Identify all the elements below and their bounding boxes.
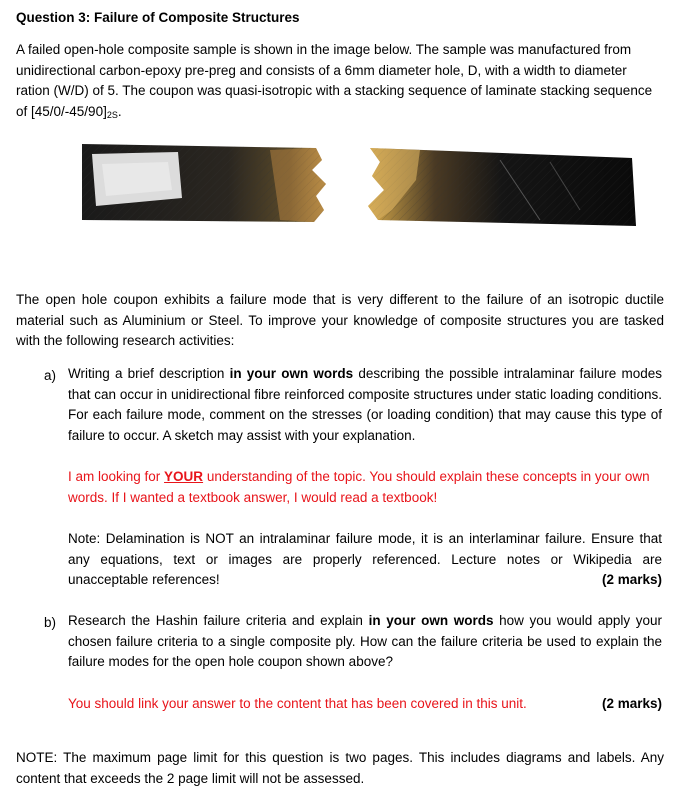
part-b-instructor-note: You should link your answer to the content that has been covered in this unit. [68,696,527,711]
left-coupon-piece [82,144,326,222]
failed-open-hole-coupon-photo [80,140,640,236]
stacking-subscript: 2S [106,109,118,120]
part-a-marks: (2 marks) [601,572,662,587]
page-limit-note: NOTE: The maximum page limit for this question is two pages. This includes diagrams and labels. Any content that exceeds the 2 page limit will not be assessed. [16,750,664,786]
part-b-footer-row [68,694,662,715]
emphasis-your: YOUR [164,469,204,484]
question-title: Question 3: Failure of Composite Structures [16,10,300,25]
part-a-note: Note: Delamination is NOT an intralaminar failure mode, it is an interlaminar failure. Ensure that any equations, text or images are properly referenced. Lecture notes or Wikipedia are unacceptable references! [68,531,662,587]
part-b-label: b) [44,615,57,630]
emphasis-own-words: in your own words [368,613,494,628]
part-b-question: Research the Hashin failure criteria and explain in your own words how you would apply your chosen failure criteria to a single composite ply. How can the failure criteria be used to explain the failure modes for the open hole coupon shown above? [68,613,663,669]
stacking-sequence: [45/0/-45/90] [31,103,107,119]
part-b-marks: (2 marks) [601,696,662,711]
right-coupon-piece [368,148,636,226]
intro-paragraph: A failed open-hole composite sample is shown in the image below. The sample was manufactured from unidirectional carbon-epoxy pre-preg and consists of a 6mm diameter hole, D, with a width to diameter ration (W/D) of 5. The coupon was quasi-isotropic with a stacking sequence of laminate stacking sequence of $[45/0/-45/90]_{2S}$. [16,42,653,120]
context-paragraph: The open hole coupon exhibits a failure mode that is very different to the failure of an isotropic ductile material such as Aluminium or Steel. To improve your knowledge of composite structures you are tasked with the following research activities: [16,292,664,348]
emphasis-own-words: in your own words [229,366,354,381]
part-a-question: Writing a brief description in your own words describing the possible intralaminar failure modes that can occur in unidirectional fibre reinforced composite structures under static loading conditions. For each failure mode, comment on the stresses (or loading condition) that may cause this type of failure to occur. A sketch may assist with your explanation. [68,366,662,443]
intro-text: A failed open-hole composite sample is shown in the image below. The sample was manufactured from unidirectional carbon-epoxy pre-preg and consists of a 6mm diameter hole, D, with a width to diameter ration (W/D) of 5. The coupon was quasi-isotropic with a stacking sequence of laminate stacking sequence of [16,42,653,119]
part-a-instructor-note: I am looking for YOUR understanding of the topic. You should explain these concepts in your own words. If I wanted a textbook answer, I would read a textbook! [68,469,650,505]
part-a-label: a) [44,368,57,383]
